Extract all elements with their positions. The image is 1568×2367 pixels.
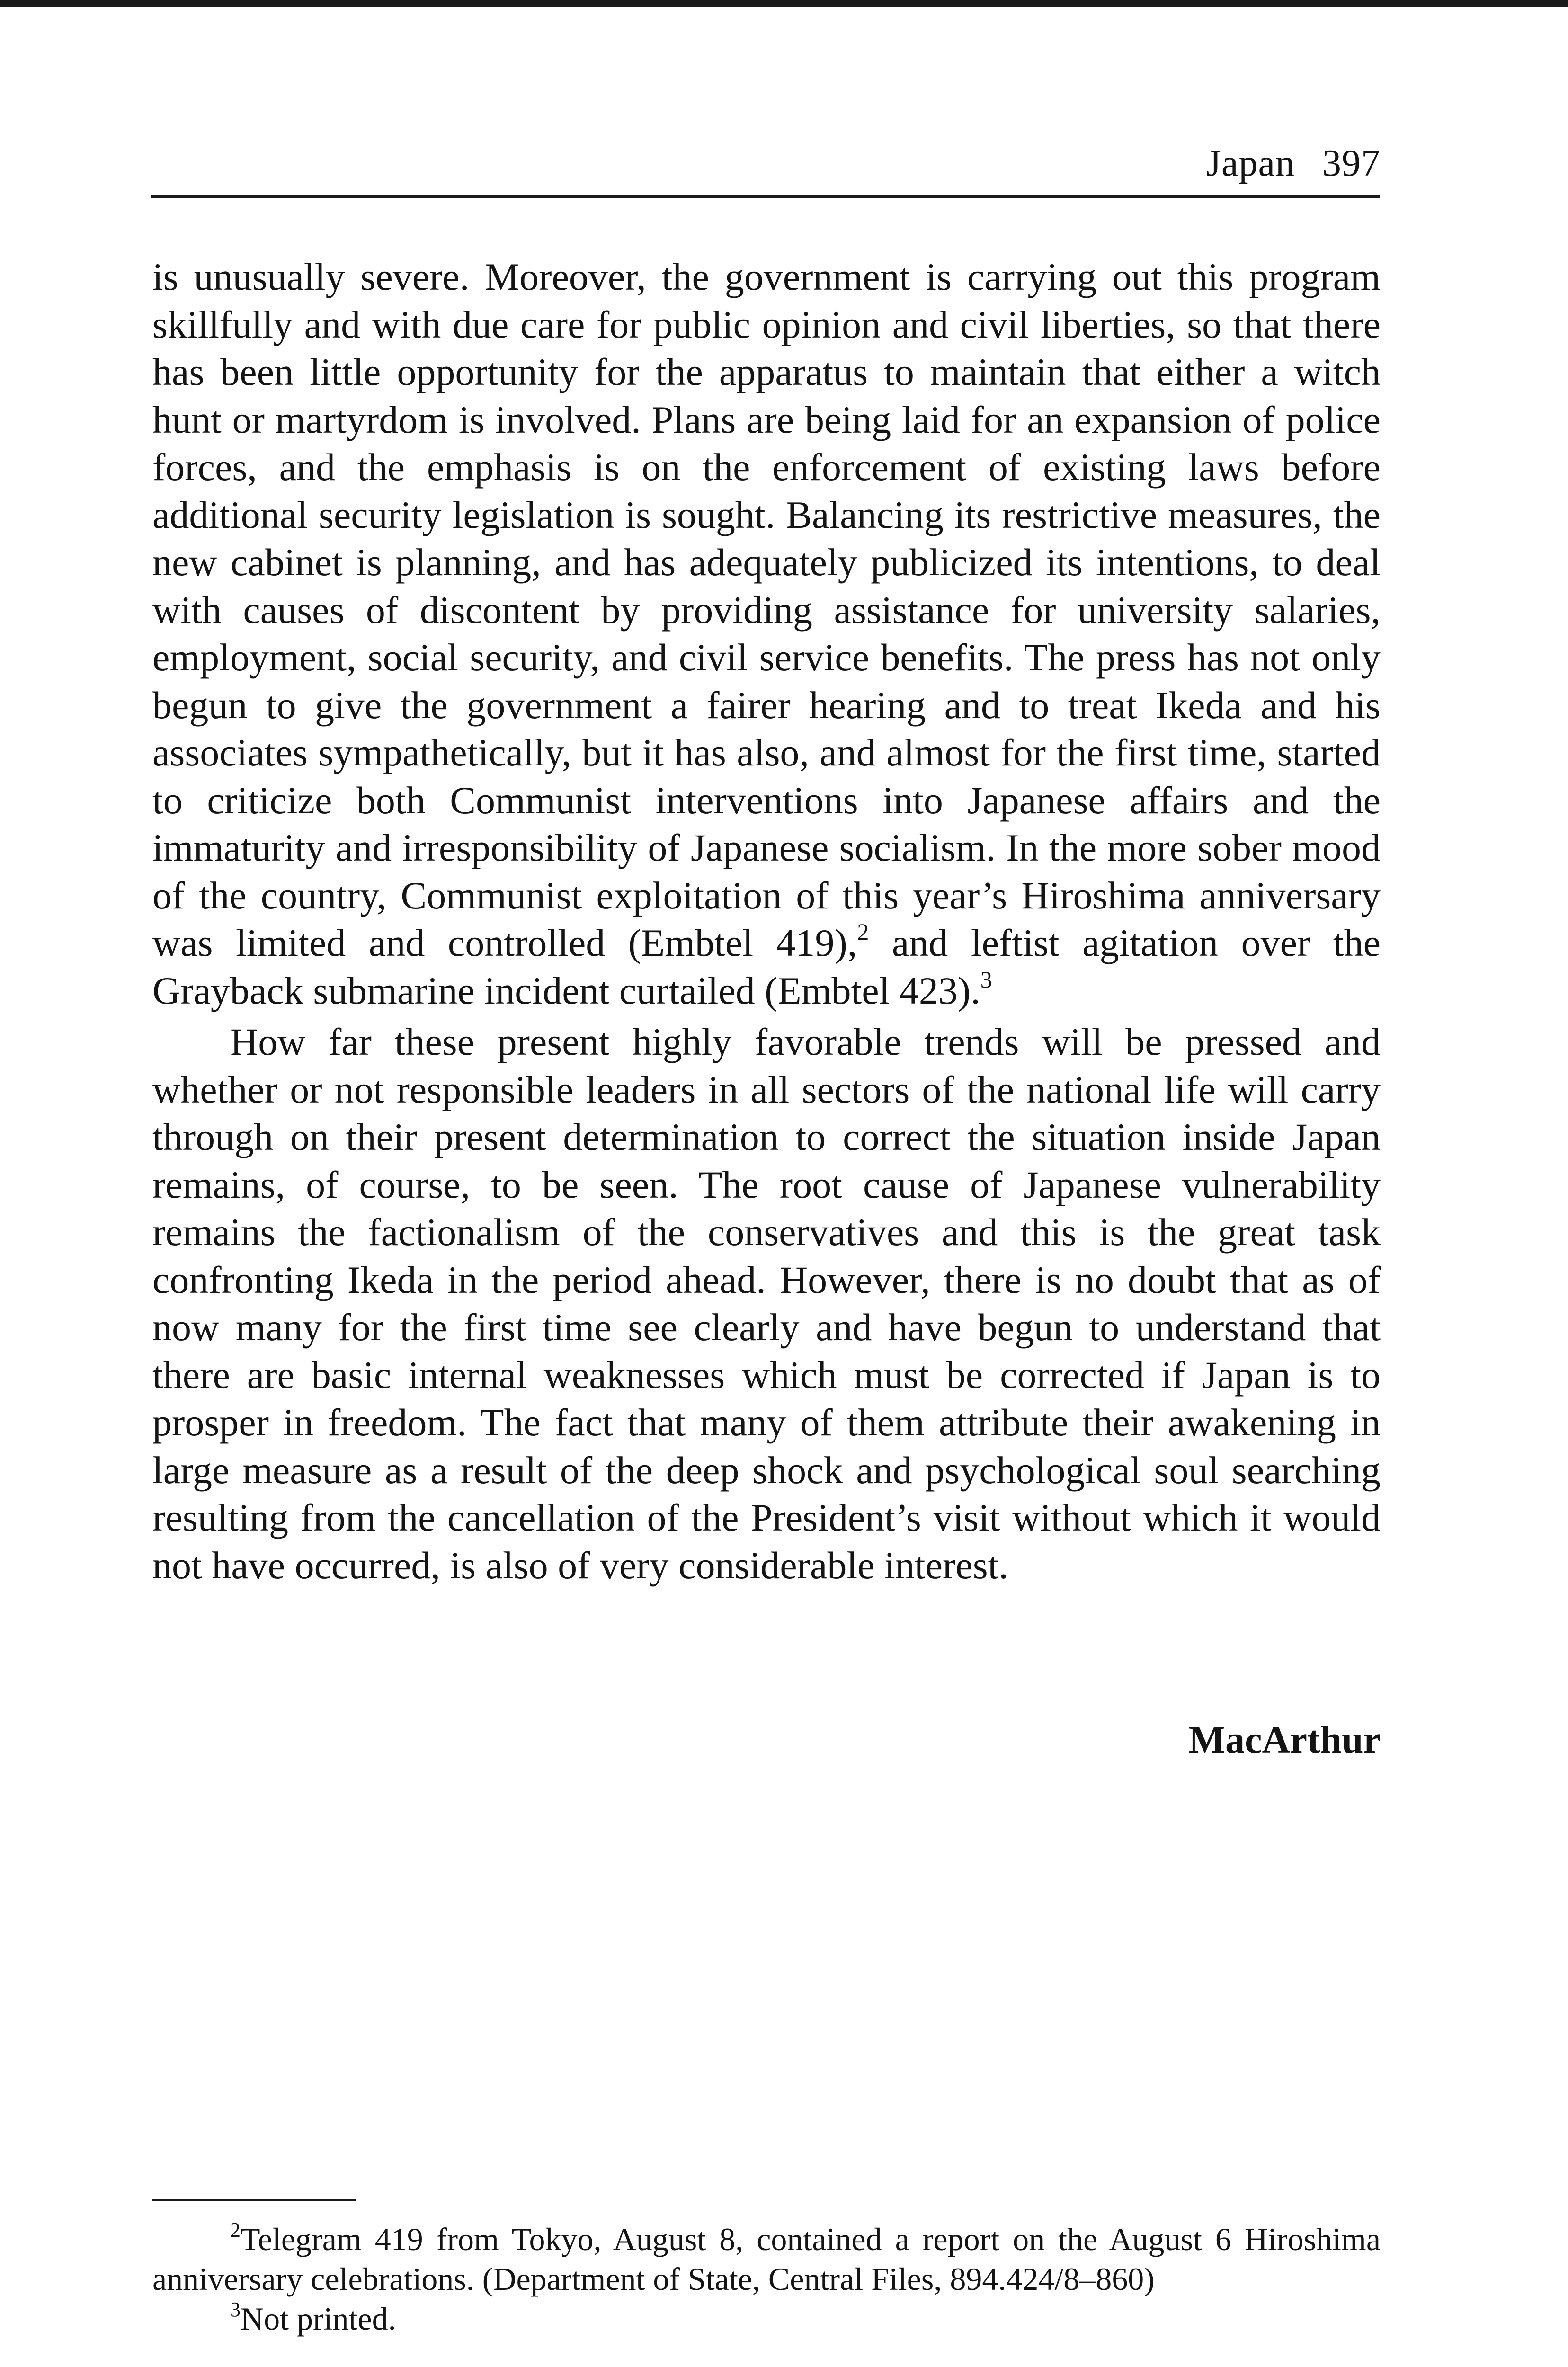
footnote-marker: 3 bbox=[230, 2298, 241, 2321]
page-number: 397 bbox=[1322, 142, 1381, 184]
paragraph-text: is unusually severe. Moreover, the government is carrying out this program skillfully and with due care for public opinion and civil liberties, so that there has been little opportunity for the apparatus to maintain that either a witch hunt or martyrdom is involved. Plans are being laid for an expansion of police forces, and the emphasis is on the enforcement of existing laws before additional security legislation is sought. Balancing its restrictive measures, the new cabinet is planning, and has adequately publicized its intentions, to deal with causes of discontent by providing assistance for university salaries, employment, social security, and civil service benefits. The press has not only begun to give the government a fairer hearing and to treat Ikeda and his associates sympathetically, but it has also, and almost for the first time, started to criticize both Communist interventions into Japanese affairs and the immaturity and irresponsibility of Japanese socialism. In the more sober mood of the country, Communist exploitation of this year’s Hiroshima anniversary was limited and controlled (Embtel 419), bbox=[152, 255, 1381, 964]
footnote bbox=[152, 2299, 1381, 2339]
footnote-rule bbox=[152, 2199, 356, 2201]
footnote-marker: 2 bbox=[230, 2218, 241, 2242]
body-paragraph: How far these present highly favorable trends will be pressed and whether or not responsible leaders in all sectors of the national life will carry through on their present determination to correct the situation inside Japan remains, of course, to be seen. The root cause of Japanese vulnerability remains the factionalism of the conservatives and this is the great task confronting Ikeda in the period ahead. However, there is no doubt that as of now many for the first time see clearly and have begun to understand that there are basic internal weaknesses which must be corrected if Japan is to prosper in freedom. The fact that many of them attribute their awakening in large measure as a result of the deep shock and psychological soul searching resulting from the cancellation of the President’s visit without which it would not have occurred, is also of very considerable interest. bbox=[152, 1020, 1381, 1587]
scan-edge bbox=[0, 0, 1568, 7]
footnote-reference: 2 bbox=[857, 918, 869, 945]
running-title: Japan bbox=[1206, 142, 1295, 184]
footnotes bbox=[152, 2219, 1381, 2339]
body-text bbox=[152, 253, 1381, 1589]
footnote-text: Telegram 419 from Tokyo, August 8, contained a report on the August 6 Hiroshima anniversary celebrations. (Department of State, Central Files, 894.424/8–860) bbox=[152, 2221, 1381, 2297]
body-paragraph bbox=[152, 253, 1381, 1014]
signature: MacArthur bbox=[1188, 1718, 1381, 1761]
footnote-text: Not printed. bbox=[241, 2301, 396, 2337]
header-rule bbox=[151, 195, 1380, 198]
running-head bbox=[151, 137, 1381, 189]
footnote bbox=[152, 2219, 1381, 2299]
footnote-reference: 3 bbox=[980, 966, 992, 993]
paragraph-text: and leftist agitation over the Grayback submarine incident curtailed (Embtel 423). bbox=[152, 921, 1381, 1012]
